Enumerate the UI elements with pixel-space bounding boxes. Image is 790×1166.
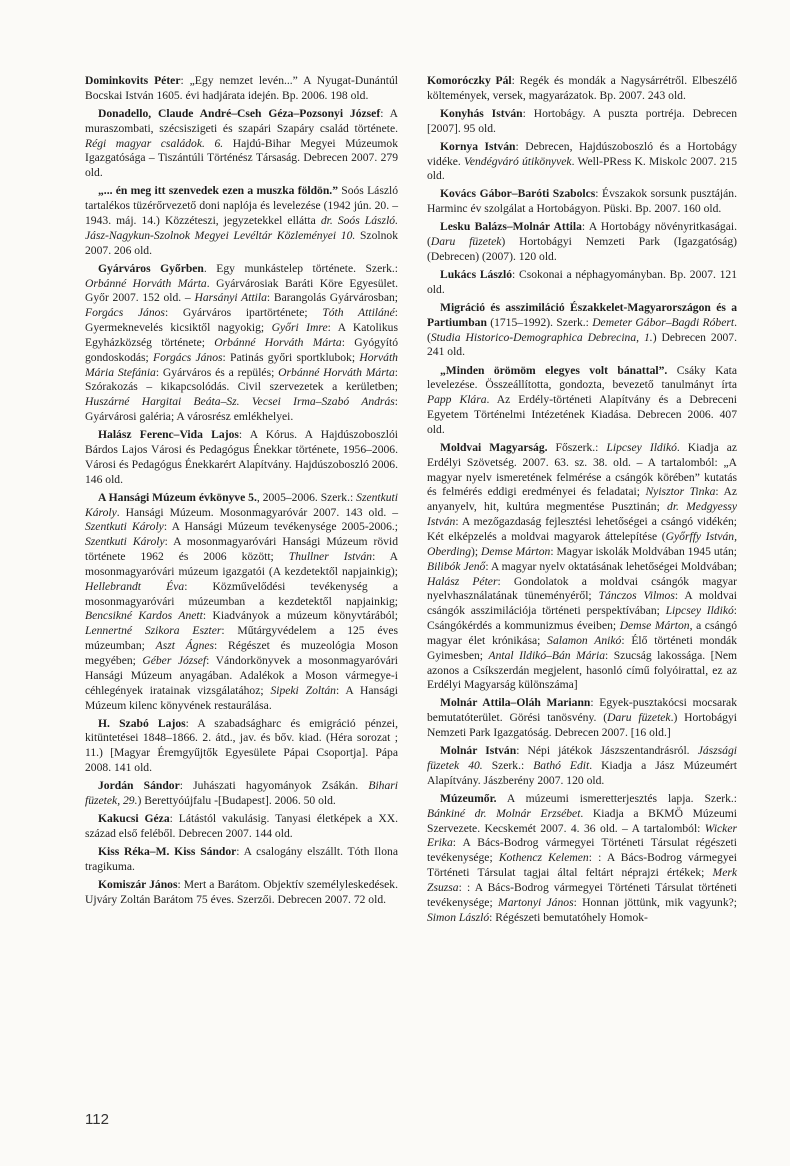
- bibliography-entry: A Hansági Múzeum évkönyve 5., 2005–2006. Szerk.: Szentkuti Károly. Hansági Múzeum. Mosonmagyaróvár 2007. 143 old. – Szentkuti Károly: A Hansági Múzeum tevékenysége 2005-2006.; Szentkuti Károly: A mosonmagyaróvári Hansági Múzeum rövid története 1962 és 2006 között; Thullner István: A mosonmagyaróvári múzeum igazgatói (A kezdetektől napjainkig); Hellebrandt Éva: Közművelődési tevékenység a mosonmagyaróvári múzeumban a kezdetektől napjainkig; Bencsikné Kardos Anett: Kiadványok a múzeum könyvtárából; Lennertné Szikora Eszter: Műtárgyvédelem a 125 éves múzeumban; Aszt Ágnes: Régészet és muzeológia Moson megyében; Géber József: Vándorkönyvek a mosonmagyaróvári Hansági Múzeum anyagában. Adalékok a Moson vármegye-i céhlegények iratainak vizsgálatához; Sipeki Zoltán: A Hansági Múzeum kilenc könyvének restaurálása.: [85, 490, 399, 712]
- bibliography-entry: Múzeumőr. A múzeumi ismeretterjesztés lapja. Szerk.: Bánkiné dr. Molnár Erzsébet. Kiadja a BKMÖ Múzeumi Szervezete. Kecskemét 2007. 4. 36 old. – A tartalomból: Wicker Erika: A Bács-Bodrog vármegyei Történeti Társulat régészeti tevékenysége; Kothencz Kelemen: : A Bács-Bodrog vármegyei Történeti Társulat tagjai által feltárt néprajzi értékek; Merk Zsuzsa: : A Bács-Bodrog vármegyei Történeti Társulat történeti tevékenysége; Martonyi János: Honnan jöttünk, mik vagyunk?; Simon László: Régészeti bemutatóhely Homok-: [427, 791, 737, 924]
- right-column: [427, 74, 737, 929]
- bibliography-entry: Molnár István: Népi játékok Jászszentandrásról. Jászsági füzetek 40. Szerk.: Bathó Edit. Kiadja a Jász Múzeumért Alapítvány. Jászberény 2007. 120 old.: [427, 744, 737, 787]
- bibliography-entry: Jordán Sándor: Juhászati hagyományok Zsákán. Bihari füzetek, 29.) Berettyóújfalu -[Budapest]. 2006. 50 old.: [85, 779, 398, 807]
- bibliography-entry: Lukács László: Csokonai a néphagyományban. Bp. 2007. 121 old.: [427, 268, 737, 296]
- left-column: [85, 74, 398, 911]
- bibliography-entry: Migráció és asszimiláció Északkelet-Magyarországon és a Partiumban (1715–1992). Szerk.: Demeter Gábor–Bagdi Róbert. (Studia Historico-Demographica Debrecina, 1.) Debrecen 2007. 241 old.: [427, 300, 738, 359]
- bibliography-entry: Kornya István: Debrecen, Hajdúszoboszló és a Hortobágy vidéke. Vendégváró útikönyvek. Well-PRess K. Miskolc 2007. 215 old.: [427, 139, 738, 183]
- bibliography-entry: Lesku Balázs–Molnár Attila: A Hortobágy növényritkaságai. (Daru füzetek) Hortobágyi Nemzeti Park (Igazgatóság) (Debrecen) (2007). 120 old.: [427, 220, 737, 264]
- bibliography-entry: Kakucsi Géza: Látástól vakulásig. Tanyasi életképek a XX. század első feléből. Debrecen 2007. 144 old.: [85, 812, 398, 840]
- bibliography-entry: „... én meg itt szenvedek ezen a muszka földön.” Soós László tartalékos tüzérőrvezető doni naplója és levelezése (1942 jún. 20. – 1943. máj. 14.) Közzéteszi, jegyzetekkel ellátta dr. Soós László. Jász-Nagykun-Szolnok Megyei Levéltár Közleményei 10. Szolnok 2007. 206 old.: [85, 184, 398, 257]
- bibliography-entry: Moldvai Magyarság. Főszerk.: Lipcsey Ildikó. Kiadja az Erdélyi Szövetség. 2007. 63. sz. 38. old. – A tartalomból: „A magyar nyelv ismeretének felmérése a csángók körében” kutatás és felmérés eddigi eredményei és feladatai; Nyisztor Tinka: Az anyanyelv, hit, kultúra megmentése Pusztinán; dr. Medgyessy István: A mezőgazdaság fejlesztési lehetőségei a csángó vidékén; Két elképzelés a moldvai magyarok áttelepítése (Győrffy István, Oberding); Demse Márton: Magyar iskolák Moldvában 1945 után; Bilibók Jenő: A magyar nyelv oktatásának lehetőségei Moldvában; Halász Péter: Gondolatok a moldvai csángók magyar nyelvhasználatának tüneményéről; Tánczos Vilmos: A moldvai csángók asszimilációja történeti perspektívában; Lipcsey Ildikó: Csángókérdés a kommunizmus éveiben; Demse Márton, a csángó magyar élet krónikása; Salamon Anikó: Élő történeti mondák Gyimesben; Antal Ildikó–Bán Mária: Szucság lakossága. [Nem azonos a Csíkszerdán megjelent, hasonló című folyóirattal, ez az Erdélyi Magyarság különszáma]: [427, 440, 738, 692]
- bibliography-entry: Gyárváros Győrben. Egy munkástelep története. Szerk.: Orbánné Horváth Márta. Gyárvárosiak Baráti Köre Egyesület. Győr 2007. 152 old. – Harsányi Attila: Barangolás Gyárvárosban; Forgács János: Gyárváros ipartörténete; Tóth Attiláné: Gyermeknevelés kicsiktől nagyokig; Győri Imre: A Katolikus Egyházközség története; Orbánné Horváth Márta: Gyógyító gondoskodás; Forgács János: Patinás győri sportklubok; Horváth Mária Stefánia: Gyárváros és a repülés; Orbánné Horváth Márta: Szórakozás – kikapcsolódás. Civil szervezetek a kerületben; Huszárné Hargitai Beáta–Sz. Vecsei Irma–Szabó András: Gyárvárosi galéria; A városrész emlékhelyei.: [85, 261, 398, 424]
- bibliography-entry: H. Szabó Lajos: A szabadságharc és emigráció pénzei, kitüntetései 1848–1866. 2. átd., jav. és bőv. kiad. (Héra sorozat ; 11.) [Magyar Éremgyűjtők Egyesülete Pápai Csoportja]. Pápa 2008. 141 old.: [85, 716, 398, 775]
- page-number: 112: [85, 1111, 109, 1128]
- bibliography-entry: Komiszár János: Mert a Barátom. Objektív személyleskedések. Ujváry Zoltán Barátom 75 éves. Szerzői. Debrecen 2007. 72 old.: [85, 877, 398, 906]
- bibliography-entry: Kiss Réka–M. Kiss Sándor: A csalogány elszállt. Tóth Ilona tragikuma.: [85, 844, 398, 873]
- bibliography-entry: Halász Ferenc–Vida Lajos: A Kórus. A Hajdúszoboszlói Bárdos Lajos Városi és Pedagógus Énekkar története, 1956–2006. Városi és Pedagógus Énekkarért Alapítvány. Hajdúszoboszló 2006. 146 old.: [85, 428, 398, 486]
- bibliography-entry: Dominkovits Péter: „Egy nemzet levén...” A Nyugat-Dunántúl Bocskai István 1605. évi hadjárata idején. Bp. 2006. 198 old.: [85, 74, 398, 102]
- bibliography-entry: Konyhás István: Hortobágy. A puszta portréja. Debrecen [2007]. 95 old.: [427, 106, 737, 135]
- bibliography-entry: Kovács Gábor–Baróti Szabolcs: Évszakok sorsunk pusztáján. Harminc év szolgálat a Hortobágyon. Püski. Bp. 2007. 160 old.: [427, 187, 737, 216]
- bibliography-entry: „Minden örömöm elegyes volt bánattal”. Csáky Kata levelezése. Összeállította, gondozta, bevezető tanulmányt írta Papp Klára. Az Erdély-történeti Alapítvány és a Debreceni Egyetem Történelmi Intézetének Kiadása. Debrecen 2006. 407 old.: [427, 363, 738, 436]
- bibliography-entry: Komoróczky Pál: Regék és mondák a Nagysárrétről. Elbeszélő költemények, versek, magyarázatok. Bp. 2007. 243 old.: [427, 74, 738, 102]
- bibliography-entry: Donadello, Claude André–Cseh Géza–Pozsonyi József: A muraszombati, szécsiszigeti és szapári Szapáry család története. Régi magyar családok. 6. Hajdú-Bihar Megyei Múzeumok Igazgatósága – Tiszántúli Történész Társaság. Debrecen 2007. 279 old.: [85, 106, 399, 180]
- bibliography-entry: Molnár Attila–Oláh Mariann: Egyek-pusztakócsi mocsarak bemutatóterület. Görési tanösvény. (Daru füzetek.) Hortobágyi Nemzeti Park Igazgatóság. Debrecen 2007. [16 old.]: [427, 696, 738, 740]
